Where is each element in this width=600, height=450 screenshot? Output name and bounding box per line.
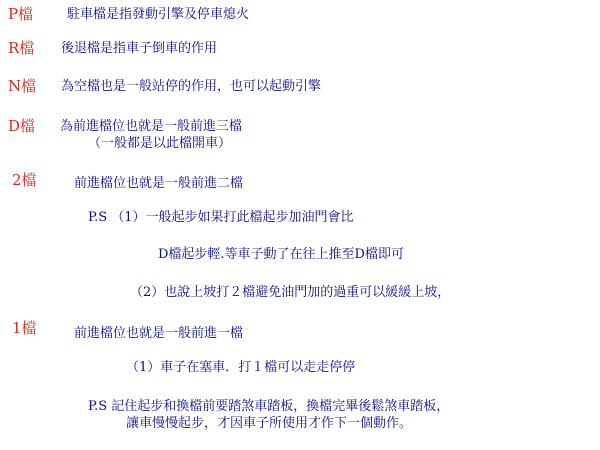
gear-note-2-ps1-cont: D檔起步輕.等車子動了在往上推至D檔即可: [158, 247, 404, 262]
gear-description-p: 駐車檔是指發動引擎及停車熄火: [67, 7, 250, 22]
gear-description-d-line1: 為前進檔位也就是一般前進三檔: [60, 119, 243, 134]
gear-label-2: 2檔: [12, 171, 37, 189]
gear-label-n: N檔: [8, 77, 37, 95]
gear-note-1-item1: （1）車子在塞車．打１檔可以走走停停: [126, 360, 356, 375]
gear-label-p: P檔: [8, 5, 34, 23]
gear-label-r: R檔: [8, 39, 35, 57]
gear-label-1: 1檔: [12, 319, 37, 337]
gear-note-1-ps: P.S 記住起步和換檔前要踏煞車踏板，換檔完畢後鬆煞車踏板，: [88, 399, 450, 414]
gear-note-2-ps2: （2）也說上坡打２檔避免油門加的過重可以緩緩上坡，: [130, 285, 451, 300]
gear-note-1-ps-cont: 讓車慢慢起步，才因車子所使用才作下一個動作。: [126, 416, 413, 431]
gear-description-2-line1: 前進檔位也就是一般前進二檔: [74, 176, 244, 191]
gear-label-d: D檔: [8, 117, 36, 135]
gear-description-r: 後退檔是指車子倒車的作用: [61, 41, 218, 56]
gear-note-2-ps1: P.S （1）一般起步如果打此檔起步加油門會比: [88, 210, 354, 225]
gear-description-1-line1: 前進檔位也就是一般前進一檔: [74, 326, 244, 341]
gear-description-n: 為空檔也是一般站停的作用，也可以起動引擎: [61, 79, 322, 94]
gear-description-d-line2: （一般都是以此檔開車）: [88, 136, 232, 151]
